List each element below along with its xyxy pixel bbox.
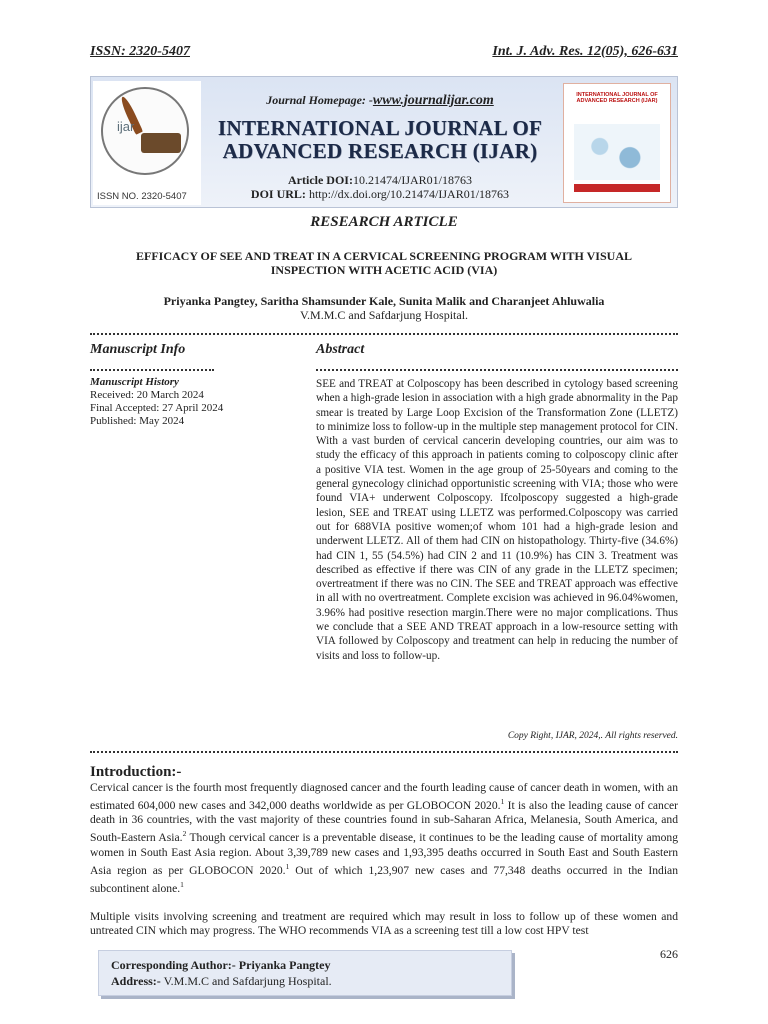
banner-center (201, 77, 559, 207)
journal-title: INTERNATIONAL JOURNAL OF ADVANCED RESEARCH (IJAR) (217, 116, 543, 163)
accepted-date: Final Accepted: 27 April 2024 (90, 402, 224, 414)
logo-emblem-icon: ijar (101, 87, 189, 175)
citation-ref: 1 (180, 879, 184, 889)
divider (90, 333, 678, 335)
affiliation: V.M.M.C and Safdarjung Hospital. (299, 308, 469, 322)
abstract-text: SEE and TREAT at Colposcopy has been described in cytology based screening when a high-grade lesion in association with a high grade abnormality in the Pap smear is treated by Large Loop Excision of the Transformation Zone (LLETZ) to minimize loss to follow-up in the multiple step management protocol for CIN. With a vast burden of cervical cancerin developing countries, our aim was to study the efficacy of this approach in patients coming to colposcopy clinic after a positive VIA test. Women in the age group of 25-50years and coming to the general gynecology clinichad opportunistic screening with VIA; those who were found VIA+ underwent Colposcopy. Ifcolposcopy suggested a high-grade lesion, SEE and TREAT using LLETZ was performed.Colposcopy was carried out for 688VIA positive women;of whom 101 had a high-grade lesion and underwent LLETZ. All of them had CIN on histopathology. Thirty-five (34.6%) had CIN 1, 55 (54.5%) had CIN 2 and 11 (10.9%) has CIN 3. Treatment was described as effective if there was CIN of any grade in the LLETZ specimen; overtreatment if there was no CIN. The SEE and TREAT approach was effective in all with no overtreatment. Complete excision was achieved in 96.04%women, 3.96% had positive resection margin.There were no major complications. Thus we conclude that a SEE AND TREAT approach in a low-resource setting with VIA followed by Colposcopy and treatment can help in reducing the number of visits and loss to follow-up. (316, 378, 678, 662)
abstract-heading: Abstract (316, 342, 365, 357)
divider (316, 369, 678, 371)
ijar-logo (93, 81, 201, 205)
corresponding-author-box (98, 950, 512, 996)
doi-value: 10.21474/IJAR01/18763 (352, 173, 472, 187)
article-title: EFFICACY OF SEE AND TREAT IN A CERVICAL SCREENING PROGRAM WITH VISUAL INSPECTION WITH ACETIC ACID (VIA) (135, 249, 632, 277)
journal-cover-thumbnail: INTERNATIONAL JOURNAL OF ADVANCED RESEARCH (IJAR) (563, 83, 671, 203)
author-address: Address:- V.M.M.C and Safdarjung Hospital. (111, 974, 332, 988)
paragraph: Multiple visits involving screening and treatment are required which may result in loss to follow up of these women and untreated CIN which may progress. The WHO recommends VIA as a screening test till a low cost HPV test (90, 909, 678, 938)
journal-banner (90, 76, 678, 208)
cover-bar (574, 184, 660, 192)
citation-ref: 1 (500, 797, 505, 807)
running-header (90, 44, 678, 60)
paragraph: Cervical cancer is the fourth most frequently diagnosed cancer and the fourth leading cause of cancer death in women, with an estimated 604,000 new cases and 342,000 deaths worldwide as per GLOBOCON 2020.$^1$ It is also the leading cause of cancer death in 36 countries, with the vast majority of these countries found in sub-Saharan Africa, Melanesia, South America, and South-Eastern Asia.$^2$ Though cervical cancer is a preventable disease, it continues to be the leading cause of mortality among women in South East Asia region. About 3,39,789 new cases and 1,93,395 deaths occurred in South East and South Eastern Asia region as per GLOBOCON 2020.$^1$ Out of which 1,23,907 new cases and 77,348 deaths occurred in the Indian subcontinent alone.$^1$ (90, 781, 679, 895)
introduction-heading: Introduction:- (90, 764, 182, 780)
page-number: 626 (660, 947, 678, 961)
book-icon (141, 133, 181, 153)
article-type: RESEARCH ARTICLE (310, 214, 458, 230)
citation-ref: 2 (182, 829, 187, 839)
homepage-link[interactable]: www.journalijar.com (372, 93, 494, 108)
logo-issn: ISSN NO. 2320-5407 (97, 191, 187, 202)
copyright-notice: Copy Right, IJAR, 2024,. All rights reserved. (507, 731, 678, 741)
doi-block: Article DOI:10.21474/IJAR01/18763 DOI URL: http://dx.doi.org/10.21474/IJAR01/18763 (250, 173, 510, 201)
received-date: Received: 20 March 2024 (90, 389, 204, 401)
divider (90, 751, 678, 753)
citation-label: Int. J. Adv. Res. 12(05), 626-631 (492, 44, 678, 59)
introduction-body (90, 781, 678, 938)
doi-url-link[interactable]: http://dx.doi.org/10.21474/IJAR01/18763 (308, 187, 510, 201)
issn-label: ISSN: 2320-5407 (90, 44, 190, 59)
corresponding-author: Corresponding Author:- Priyanka Pangtey (111, 958, 331, 972)
author-list: Priyanka Pangtey, Saritha Shamsunder Kale, Sunita Malik and Charanjeet Ahluwalia (163, 294, 605, 308)
citation-ref: 1 (285, 861, 290, 871)
published-date: Published: May 2024 (90, 415, 185, 427)
molecule-graphic-icon (574, 124, 660, 180)
manuscript-history: Manuscript History Received: 20 March 2024 Final Accepted: 27 April 2024 Published: May 2024 (90, 376, 224, 427)
manuscript-info-heading: Manuscript Info (90, 342, 186, 357)
journal-homepage: Journal Homepage: -www.journalijar.com (266, 93, 494, 108)
divider (90, 369, 214, 371)
